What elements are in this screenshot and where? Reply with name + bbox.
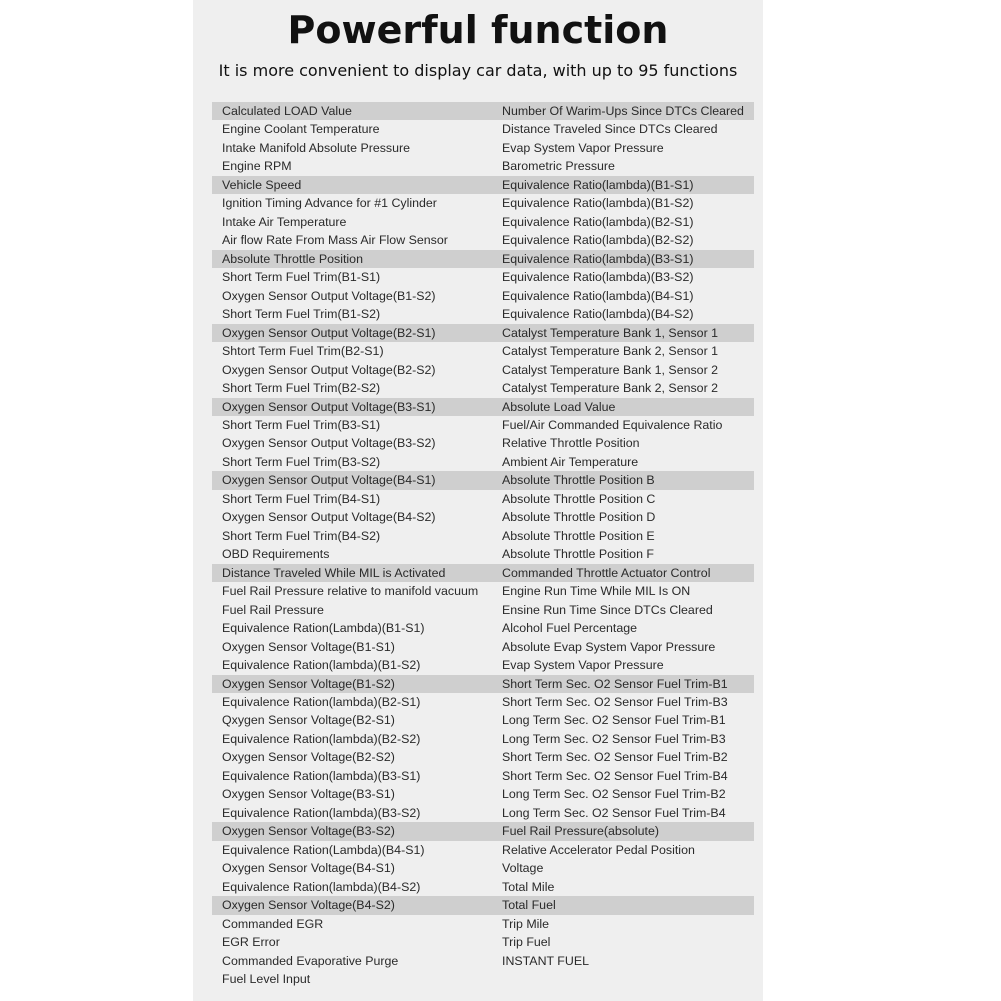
function-row (212, 213, 754, 231)
function-name-right: Short Term Sec. O2 Sensor Fuel Trim-B4 (502, 768, 728, 783)
function-name-left: Short Term Fuel Trim(B4-S2) (222, 528, 381, 543)
page-title: Powerful function (287, 8, 669, 52)
function-row (212, 434, 754, 452)
function-row (212, 453, 754, 471)
function-row (212, 471, 754, 489)
function-name-left: Intake Manifold Absolute Pressure (222, 140, 411, 155)
function-name-left: Oxygen Sensor Voltage(B1-S2) (222, 676, 395, 691)
function-row (212, 342, 754, 360)
function-name-right: Barometric Pressure (502, 159, 615, 174)
function-name-right: Catalyst Temperature Bank 1, Sensor 2 (502, 362, 719, 377)
function-name-left: Equivalence Ration(lambda)(B3-S2) (222, 805, 421, 820)
function-name-right: Short Term Sec. O2 Sensor Fuel Trim-B1 (502, 676, 728, 691)
function-row (212, 120, 754, 138)
function-name-left: Oxygen Sensor Output Voltage(B3-S2) (222, 436, 436, 451)
function-name-right: Trip Fuel (502, 935, 551, 950)
function-name-left: Oxygen Sensor Voltage(B3-S2) (222, 824, 395, 839)
function-name-left: Intake Air Temperature (222, 214, 347, 229)
function-row (212, 896, 754, 914)
function-name-right: Equivalence Ratio(lambda)(B1-S2) (502, 196, 694, 211)
function-name-left: Equivalence Ration(Lambda)(B1-S1) (222, 621, 425, 636)
function-name-left: Oxygen Sensor Voltage(B2-S2) (222, 750, 395, 765)
function-table (212, 102, 754, 989)
function-row (212, 361, 754, 379)
function-row (212, 878, 754, 896)
function-name-right: Catalyst Temperature Bank 1, Sensor 1 (502, 325, 719, 340)
function-name-right: Long Term Sec. O2 Sensor Fuel Trim-B1 (502, 713, 726, 728)
function-name-left: Short Term Fuel Trim(B1-S1) (222, 270, 381, 285)
function-name-right: Absolute Throttle Position E (502, 528, 655, 543)
function-row (212, 785, 754, 803)
function-name-left: Shtort Term Fuel Trim(B2-S1) (222, 344, 384, 359)
function-name-left: Qxygen Sensor Voltage(B2-S1) (222, 713, 395, 728)
function-name-left: Vehicle Speed (222, 177, 302, 192)
function-name-right: Engine Run Time While MIL Is ON (502, 584, 691, 599)
function-row (212, 176, 754, 194)
function-name-right: Number Of Warim-Ups Since DTCs Cleared (502, 104, 744, 118)
function-name-right: Equivalence Ratio(lambda)(B4-S2) (502, 307, 694, 322)
function-name-right: Short Term Sec. O2 Sensor Fuel Trim-B3 (502, 695, 728, 709)
function-row (212, 841, 754, 859)
function-row (212, 268, 754, 286)
function-name-left: Air flow Rate From Mass Air Flow Sensor (222, 233, 448, 248)
function-row (212, 102, 754, 120)
function-name-left: Fuel Rail Pressure (222, 602, 324, 617)
function-name-right: Absolute Evap System Vapor Pressure (502, 639, 716, 654)
function-name-left: Oxygen Sensor Output Voltage(B2-S2) (222, 362, 436, 377)
function-name-right: Trip Mile (502, 916, 550, 931)
function-name-right: Absolute Load Value (502, 399, 616, 414)
function-name-right: Absolute Throttle Position C (502, 491, 656, 506)
function-name-left: Short Term Fuel Trim(B3-S1) (222, 417, 381, 432)
function-row (212, 305, 754, 323)
function-name-left: Oxygen Sensor Voltage(B3-S1) (222, 787, 395, 802)
function-name-right: Ensine Run Time Since DTCs Cleared (502, 602, 713, 617)
function-name-right: Equivalence Ratio(lambda)(B3-S1) (502, 251, 694, 266)
function-row (212, 915, 754, 933)
function-row (212, 970, 754, 988)
function-name-left: Fuel Level Input (222, 972, 311, 987)
function-name-left: Oxygen Sensor Output Voltage(B4-S2) (222, 510, 436, 525)
function-name-right: Long Term Sec. O2 Sensor Fuel Trim-B2 (502, 787, 726, 802)
function-row (212, 545, 754, 563)
function-row (212, 416, 754, 434)
function-row (212, 139, 754, 157)
function-name-left: Oxygen Sensor Output Voltage(B1-S2) (222, 288, 436, 303)
function-name-left: Equivalence Ration(lambda)(B2-S1) (222, 695, 421, 709)
function-name-left: Oxygen Sensor Output Voltage(B3-S1) (222, 399, 436, 414)
function-row (212, 582, 754, 600)
function-row (212, 324, 754, 342)
function-row (212, 508, 754, 526)
function-name-right: Alcohol Fuel Percentage (502, 621, 638, 636)
function-row (212, 564, 754, 582)
function-name-left: Equivalence Ration(lambda)(B2-S2) (222, 731, 421, 746)
function-name-right: INSTANT FUEL (502, 953, 589, 968)
function-row (212, 933, 754, 951)
function-row (212, 527, 754, 545)
function-name-right: Equivalence Ratio(lambda)(B3-S2) (502, 270, 694, 285)
function-row (212, 638, 754, 656)
function-name-left: Equivalence Ration(lambda)(B3-S1) (222, 768, 421, 783)
function-name-right: Absolute Throttle Position F (502, 547, 654, 562)
function-row (212, 711, 754, 729)
function-name-right: Fuel Rail Pressure(absolute) (502, 824, 660, 839)
function-row (212, 398, 754, 416)
function-row (212, 822, 754, 840)
function-row (212, 287, 754, 305)
function-row (212, 804, 754, 822)
function-name-left: Oxygen Sensor Voltage(B4-S2) (222, 898, 395, 913)
function-name-left: Oxygen Sensor Voltage(B4-S1) (222, 861, 395, 876)
function-name-right: Commanded Throttle Actuator Control (502, 565, 711, 580)
function-name-left: EGR Error (222, 935, 280, 950)
function-row (212, 693, 754, 711)
function-name-right: Equivalence Ratio(lambda)(B2-S1) (502, 214, 694, 229)
function-name-right: Total Mile (502, 879, 555, 894)
function-row (212, 748, 754, 766)
function-row (212, 601, 754, 619)
function-name-left: Equivalence Ration(lambda)(B4-S2) (222, 879, 421, 894)
function-name-left: Commanded EGR (222, 916, 324, 931)
function-name-left: Equivalence Ration(Lambda)(B4-S1) (222, 842, 425, 857)
function-row (212, 250, 754, 268)
function-name-left: Engine Coolant Temperature (222, 122, 380, 137)
function-name-right: Catalyst Temperature Bank 2, Sensor 1 (502, 344, 719, 359)
function-name-right: Short Term Sec. O2 Sensor Fuel Trim-B2 (502, 750, 728, 765)
function-name-right: Absolute Throttle Position B (502, 473, 655, 488)
function-row (212, 675, 754, 693)
function-row (212, 767, 754, 785)
function-name-right: Long Term Sec. O2 Sensor Fuel Trim-B3 (502, 731, 726, 746)
function-row (212, 859, 754, 877)
function-name-right: Total Fuel (502, 898, 556, 913)
function-name-left: Short Term Fuel Trim(B3-S2) (222, 454, 381, 469)
function-name-right: Voltage (502, 861, 544, 876)
page-subtitle: It is more convenient to display car data, with up to 95 functions (218, 61, 738, 80)
function-name-left: Oxygen Sensor Output Voltage(B4-S1) (222, 473, 436, 488)
function-name-right: Relative Accelerator Pedal Position (502, 842, 695, 857)
function-name-right: Relative Throttle Position (502, 436, 640, 451)
function-name-left: Short Term Fuel Trim(B2-S2) (222, 381, 381, 396)
function-name-right: Equivalence Ratio(lambda)(B2-S2) (502, 233, 694, 248)
function-name-right: Equivalence Ratio(lambda)(B1-S1) (502, 177, 694, 192)
function-row (212, 730, 754, 748)
function-row (212, 379, 754, 397)
function-name-left: Oxygen Sensor Voltage(B1-S1) (222, 639, 395, 654)
function-row (212, 157, 754, 175)
function-name-left: Short Term Fuel Trim(B1-S2) (222, 307, 381, 322)
function-row (212, 656, 754, 674)
function-name-left: Engine RPM (222, 159, 292, 174)
function-name-right: Long Term Sec. O2 Sensor Fuel Trim-B4 (502, 805, 726, 820)
function-name-right: Evap System Vapor Pressure (502, 658, 664, 673)
function-row (212, 952, 754, 970)
function-name-left: Equivalence Ration(lambda)(B1-S2) (222, 658, 421, 673)
function-row (212, 619, 754, 637)
function-name-left: Absolute Throttle Position (222, 251, 363, 266)
function-name-left: OBD Requirements (222, 547, 330, 562)
function-name-left: Commanded Evaporative Purge (222, 953, 399, 968)
function-name-left: Calculated LOAD Value (222, 104, 352, 118)
function-name-right: Catalyst Temperature Bank 2, Sensor 2 (502, 381, 719, 396)
function-row (212, 194, 754, 212)
function-name-left: Distance Traveled While MIL is Activated (222, 565, 446, 580)
function-name-right: Ambient Air Temperature (502, 454, 639, 469)
function-name-left: Short Term Fuel Trim(B4-S1) (222, 491, 381, 506)
function-name-left: Oxygen Sensor Output Voltage(B2-S1) (222, 325, 436, 340)
function-name-right: Distance Traveled Since DTCs Cleared (502, 122, 718, 137)
function-row (212, 231, 754, 249)
function-name-right: Absolute Throttle Position D (502, 510, 656, 525)
function-name-right: Equivalence Ratio(lambda)(B4-S1) (502, 288, 694, 303)
function-name-right: Fuel/Air Commanded Equivalence Ratio (502, 417, 723, 432)
function-name-left: Ignition Timing Advance for #1 Cylinder (222, 196, 437, 211)
function-row (212, 490, 754, 508)
function-name-right: Evap System Vapor Pressure (502, 140, 664, 155)
function-name-left: Fuel Rail Pressure relative to manifold vacuum (222, 584, 479, 599)
